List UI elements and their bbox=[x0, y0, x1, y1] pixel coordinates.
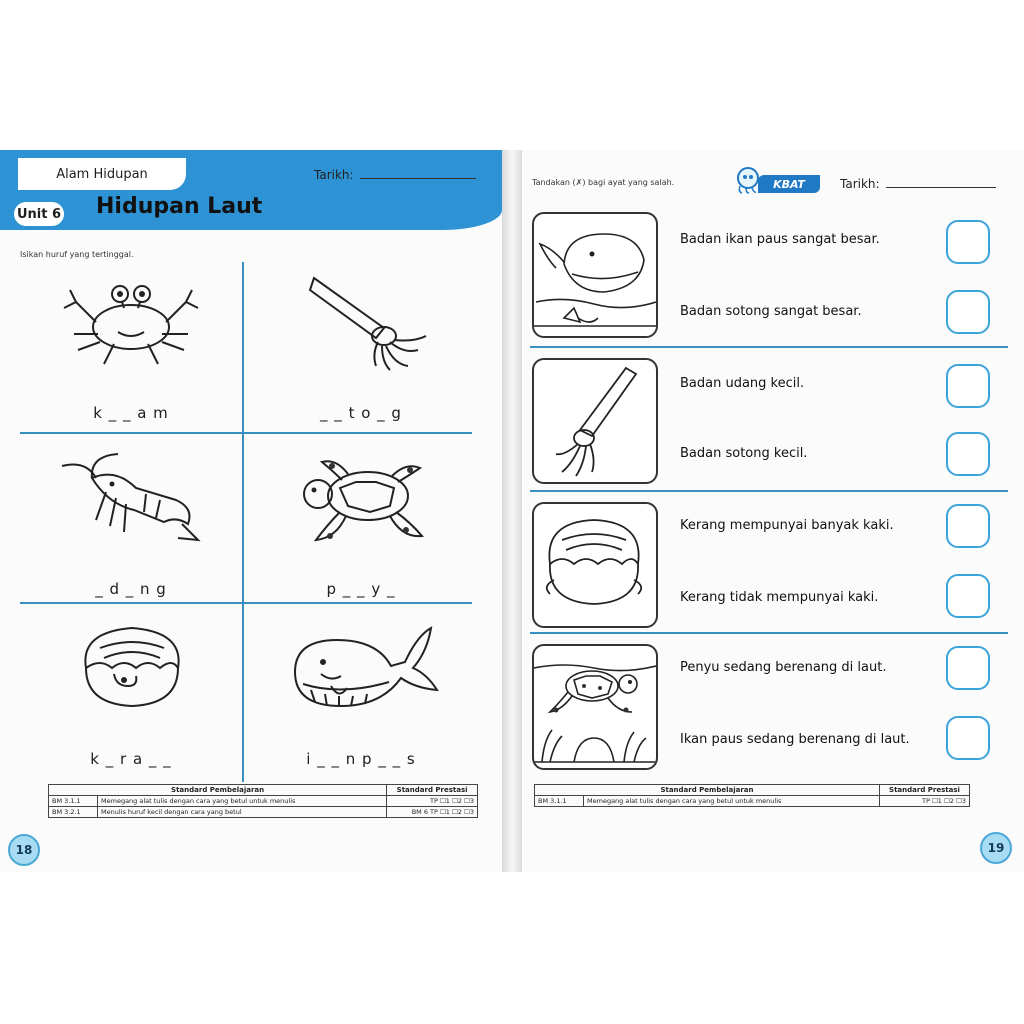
standards-table bbox=[534, 784, 970, 807]
instruction: Isikan huruf yang tertinggal. bbox=[20, 250, 134, 259]
sentence: Badan sotong sangat besar. bbox=[680, 304, 862, 319]
instruction: Tandakan (✗) bagi ayat yang salah. bbox=[532, 178, 675, 187]
sentence: Kerang mempunyai banyak kaki. bbox=[680, 518, 894, 533]
cell-squid bbox=[250, 262, 472, 432]
date-line[interactable] bbox=[886, 187, 996, 188]
sentence: Badan udang kecil. bbox=[680, 376, 805, 391]
standard-text: Memegang alat tulis dengan cara yang betul untuk menulis bbox=[584, 796, 880, 807]
standard-rating[interactable]: TP ☐1 ☐2 ☐3 bbox=[879, 796, 969, 807]
header-learning: Standard Pembelajaran bbox=[49, 785, 387, 796]
standard-text: Memegang alat tulis dengan cara yang betul untuk menulis bbox=[98, 796, 387, 807]
standard-rating[interactable]: BM 6 TP ☐1 ☐2 ☐3 bbox=[387, 807, 478, 818]
left-page bbox=[0, 150, 502, 872]
answer-checkbox[interactable] bbox=[946, 364, 990, 408]
cell-crab bbox=[20, 262, 242, 432]
sentence: Penyu sedang berenang di laut. bbox=[680, 660, 887, 675]
cell-prawn bbox=[20, 438, 242, 608]
question-divider bbox=[530, 490, 1008, 492]
question-picture-whale bbox=[532, 212, 658, 338]
question-picture-turtle bbox=[532, 644, 658, 770]
header-band bbox=[0, 150, 502, 230]
answer-checkbox[interactable] bbox=[946, 220, 990, 264]
word-blank[interactable]: k _ r a _ _ bbox=[90, 750, 172, 768]
question-divider bbox=[530, 346, 1008, 348]
clam-icon bbox=[56, 618, 206, 718]
word-blank[interactable]: p _ _ y _ bbox=[326, 580, 396, 598]
sentence: Badan ikan paus sangat besar. bbox=[680, 232, 880, 247]
cell-whale bbox=[250, 608, 472, 778]
header-performance: Standard Prestasi bbox=[879, 785, 969, 796]
sentence: Kerang tidak mempunyai kaki. bbox=[680, 590, 879, 605]
header-performance: Standard Prestasi bbox=[387, 785, 478, 796]
standard-code: BM 3.1.1 bbox=[535, 796, 584, 807]
grid-divider bbox=[20, 432, 472, 434]
answer-checkbox[interactable] bbox=[946, 716, 990, 760]
cell-turtle bbox=[250, 438, 472, 608]
date-line[interactable] bbox=[360, 178, 476, 179]
crab-icon bbox=[56, 272, 206, 372]
page-number: 19 bbox=[980, 832, 1012, 864]
right-page bbox=[522, 150, 1024, 872]
word-blank[interactable]: i _ _ n p _ _ s bbox=[306, 750, 416, 768]
date-label: Tarikh: bbox=[314, 168, 354, 182]
answer-checkbox[interactable] bbox=[946, 574, 990, 618]
unit-title: Hidupan Laut bbox=[96, 194, 263, 219]
cell-clam bbox=[20, 608, 242, 778]
date-label: Tarikh: bbox=[840, 177, 880, 191]
date-field[interactable] bbox=[840, 177, 996, 191]
standard-code: BM 3.2.1 bbox=[49, 807, 98, 818]
page-number: 18 bbox=[8, 834, 40, 866]
answer-checkbox[interactable] bbox=[946, 290, 990, 334]
standard-rating[interactable]: TP ☐1 ☐2 ☐3 bbox=[387, 796, 478, 807]
word-blank[interactable]: k _ _ a m bbox=[93, 404, 169, 422]
sentence: Badan sotong kecil. bbox=[680, 446, 808, 461]
answer-checkbox[interactable] bbox=[946, 432, 990, 476]
kbat-badge: KBAT bbox=[758, 175, 820, 193]
question-divider bbox=[530, 632, 1008, 634]
turtle-icon bbox=[534, 646, 656, 768]
standard-code: BM 3.1.1 bbox=[49, 796, 98, 807]
turtle-icon bbox=[286, 448, 436, 548]
header-learning: Standard Pembelajaran bbox=[535, 785, 880, 796]
standard-text: Menulis huruf kecil dengan cara yang betul bbox=[98, 807, 387, 818]
grid-divider-vertical bbox=[242, 262, 244, 782]
squid-icon bbox=[534, 360, 656, 482]
whale-icon bbox=[281, 618, 441, 718]
word-blank[interactable]: _ d _ n g bbox=[95, 580, 167, 598]
squid-icon bbox=[286, 272, 436, 372]
answer-checkbox[interactable] bbox=[946, 504, 990, 548]
word-blank[interactable]: _ _ t o _ g bbox=[320, 404, 402, 422]
book-gutter bbox=[502, 150, 522, 872]
answer-checkbox[interactable] bbox=[946, 646, 990, 690]
question-picture-clam bbox=[532, 502, 658, 628]
clam-icon bbox=[534, 504, 656, 626]
theme-tab: Alam Hidupan bbox=[18, 158, 186, 190]
whale-icon bbox=[534, 214, 656, 336]
unit-badge: Unit 6 bbox=[14, 202, 64, 226]
sentence: Ikan paus sedang berenang di laut. bbox=[680, 732, 910, 747]
prawn-icon bbox=[56, 448, 206, 548]
date-field[interactable] bbox=[314, 168, 476, 182]
question-picture-squid bbox=[532, 358, 658, 484]
standards-table bbox=[48, 784, 478, 818]
